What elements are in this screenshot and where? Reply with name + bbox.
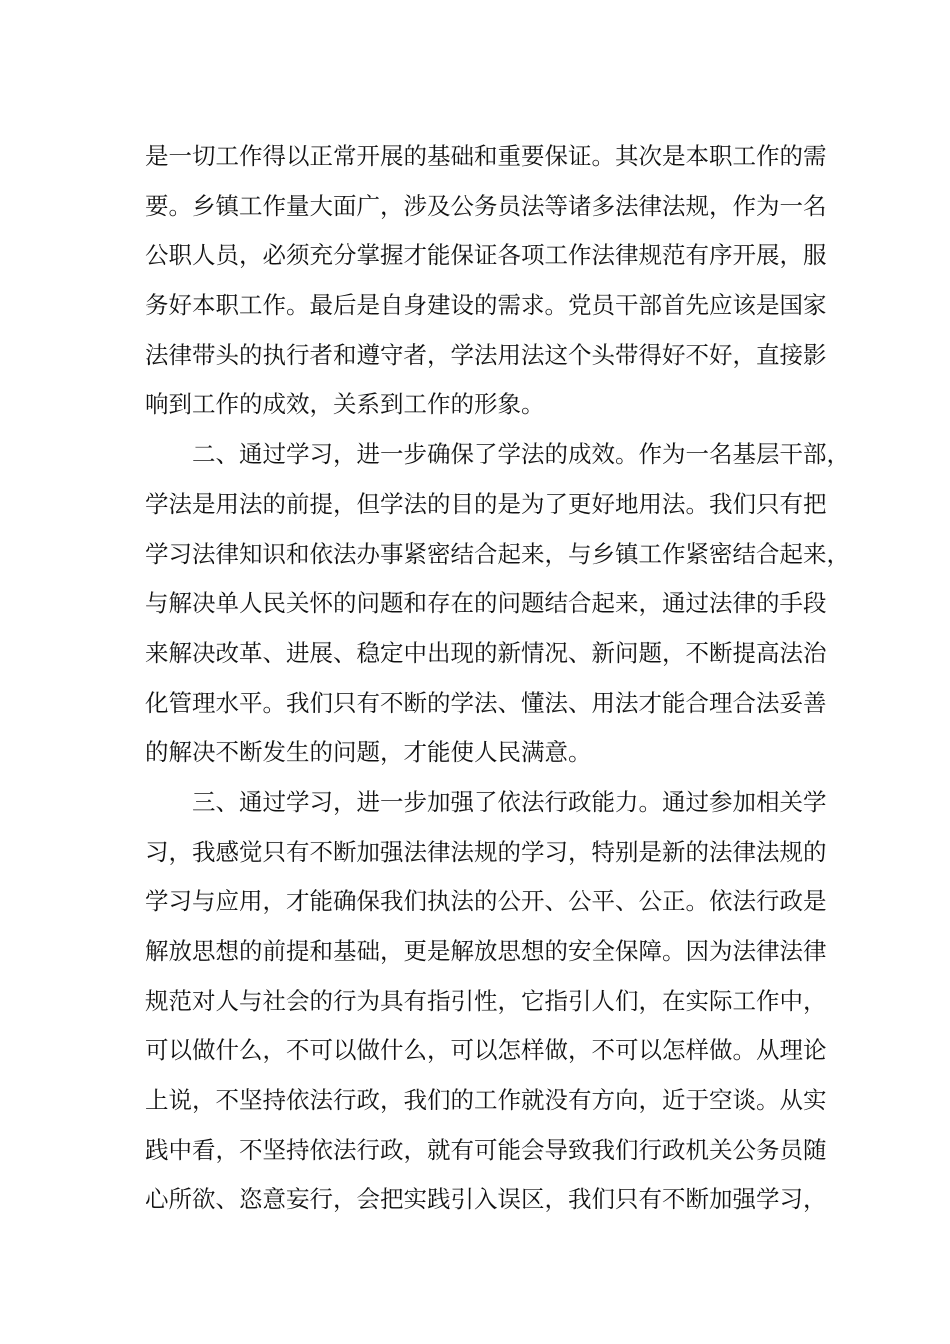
text-line: 心所欲、恣意妄行，会把实践引入误区，我们只有不断加强学习， <box>145 1185 827 1214</box>
text-line: 解放思想的前提和基础，更是解放思想的安全保障。因为法律法律 <box>145 937 827 965</box>
text-line: 来解决改革、进展、稳定中出现的新情况、新问题，不断提高法治 <box>145 638 827 667</box>
text-line: 三、通过学习，进一步加强了依法行政能力。通过参加相关学 <box>192 787 827 816</box>
text-line: 法律带头的执行者和遵守者，学法用法这个头带得好不好，直接影 <box>145 340 827 369</box>
paragraph-3 <box>145 778 825 1225</box>
text-line: 学习法律知识和依法办事紧密结合起来，与乡镇工作紧密结合起来， <box>145 539 850 568</box>
text-line: 是一切工作得以正常开展的基础和重要保证。其次是本职工作的需 <box>145 142 827 170</box>
text-line: 践中看，不坚持依法行政，就有可能会导致我们行政机关公务员随 <box>145 1135 827 1164</box>
text-line: 与解决单人民关怀的问题和存在的问题结合起来，通过法律的手段 <box>145 589 827 618</box>
text-line: 务好本职工作。最后是自身建设的需求。党员干部首先应该是国家 <box>145 291 827 320</box>
text-line: 学习与应用，才能确保我们执法的公开、公平、公正。依法行政是 <box>145 887 827 916</box>
text-line: 响到工作的成效，关系到工作的形象。 <box>145 390 545 419</box>
text-line: 可以做什么，不可以做什么，可以怎样做，不可以怎样做。从理论 <box>145 1036 827 1065</box>
text-line: 要。乡镇工作量大面广，涉及公务员法等诸多法律法规，作为一名 <box>145 191 827 220</box>
text-line: 上说，不坚持依法行政，我们的工作就没有方向，近于空谈。从实 <box>145 1086 827 1115</box>
paragraph-1 <box>145 132 825 430</box>
body-text <box>145 132 850 1225</box>
text-line: 习，我感觉只有不断加强法律法规的学习，特别是新的法律法规的 <box>145 837 827 866</box>
text-line: 的解决不断发生的问题，才能使人民满意。 <box>145 738 592 767</box>
text-line: 规范对人与社会的行为具有指引性，它指引人们，在实际工作中， <box>145 986 827 1015</box>
text-line: 公职人员，必须充分掌握才能保证各项工作法律规范有序开展，服 <box>145 241 827 270</box>
paragraph-2 <box>145 430 850 778</box>
text-line: 化管理水平。我们只有不断的学法、懂法、用法才能合理合法妥善 <box>145 688 827 717</box>
text-line: 二、通过学习，进一步确保了学法的成效。作为一名基层干部， <box>192 440 850 469</box>
text-line: 学法是用法的前提，但学法的目的是为了更好地用法。我们只有把 <box>145 489 827 518</box>
